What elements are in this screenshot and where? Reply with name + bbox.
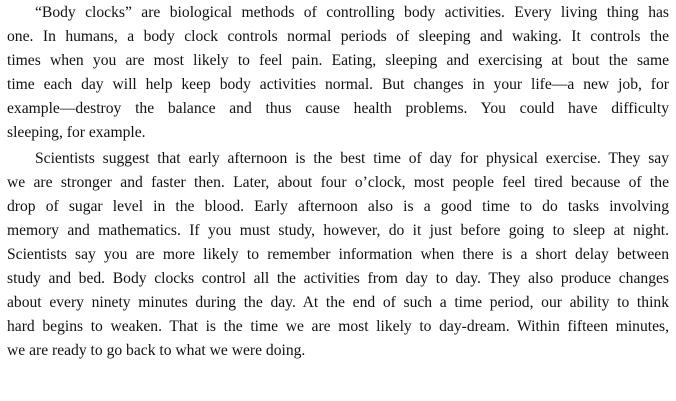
paragraph-line: one. In humans, a body clock controls normal periods of sleeping and waking. It controls the (7, 28, 669, 45)
paragraph-line: Scientists say you are more likely to remember information when there is a short delay between (7, 246, 669, 263)
paragraph-line: example—destroy the balance and thus cause health problems. You could have difficulty (7, 100, 669, 117)
paragraph-line: drop of sugar level in the blood. Early afternoon also is a good time to do tasks involving (7, 198, 669, 215)
paragraph-line: we are ready to go back to what we were doing. (7, 342, 306, 359)
paragraph-line: we are stronger and faster then. Later, about four o’clock, most people feel tired because of the (7, 174, 669, 191)
paragraph-line: “Body clocks” are biological methods of controlling body activities. Every living thing has (35, 4, 669, 21)
paragraph-line: study and bed. Body clocks control all the activities from day to day. They also produce changes (7, 270, 669, 287)
paragraph-line: about every ninety minutes during the day. At the end of such a time period, our ability to think (7, 294, 669, 311)
paragraph-line: hard begins to weaken. That is the time we are most likely to day-dream. Within fifteen minutes, (7, 318, 669, 335)
paragraph-line: time each day will help keep body activities normal. But changes in your life—a new job, for (7, 76, 669, 93)
paragraph-line: Scientists suggest that early afternoon is the best time of day for physical exercise. They say (35, 150, 669, 167)
paragraph-line: sleeping, for example. (7, 124, 146, 141)
paragraph-line: times when you are most likely to feel pain. Eating, sleeping and exercising at bout the same (7, 52, 669, 69)
paragraph-line: memory and mathematics. If you must study, however, do it just before going to sleep at night. (7, 222, 669, 239)
